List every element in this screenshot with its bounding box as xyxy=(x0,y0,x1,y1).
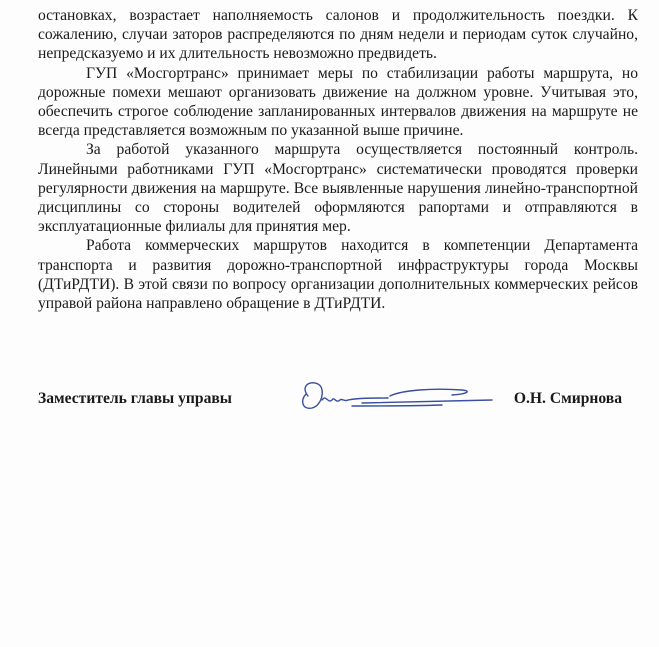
signatory-name: О.Н. Смирнова xyxy=(513,390,622,407)
paragraph-continuation: остановках, возрастает наполняемость салонов и продолжительность поездки. К сожалению, случаи заторов распределяются по дням недели и периодам суток случайно, непредсказуемо и их длительность невозможно предвидеть. xyxy=(38,7,638,63)
handwritten-signature xyxy=(292,376,512,420)
signatory-position: Заместитель главы управы xyxy=(38,390,232,407)
paragraph-commercial-routes: Работа коммерческих маршрутов находится в компетенции Департамента транспорта и развития дорожно-транспортной инфраструктуры города Москвы (ДТиРДТИ). В этой связи по вопросу организации дополнительных коммерческих рейсов управой района направлено обращение в ДТиРДТИ. xyxy=(38,237,638,313)
paragraph-route-control: За работой указанного маршрута осуществляется постоянный контроль. Линейными работниками ГУП «Мосгортранс» систематически проводятся проверки регулярности движения на маршруте. Все выявленные нарушения линейно-транспортной дисциплины со стороны водителей оформляются рапортами и отправляются в эксплуатационные филиалы для принятия мер. xyxy=(38,141,638,236)
signature-block xyxy=(38,390,622,414)
letter-body xyxy=(38,6,638,313)
paragraph-mosgortrans-measures: ГУП «Мосгортранс» принимает меры по стабилизации работы маршрута, но дорожные помехи мешают организовать движение на должном уровне. Учитывая это, обеспечить строгое соблюдение запланированных интервалов движения на маршруте не всегда представляется возможным по указанной выше причине. xyxy=(38,64,638,140)
